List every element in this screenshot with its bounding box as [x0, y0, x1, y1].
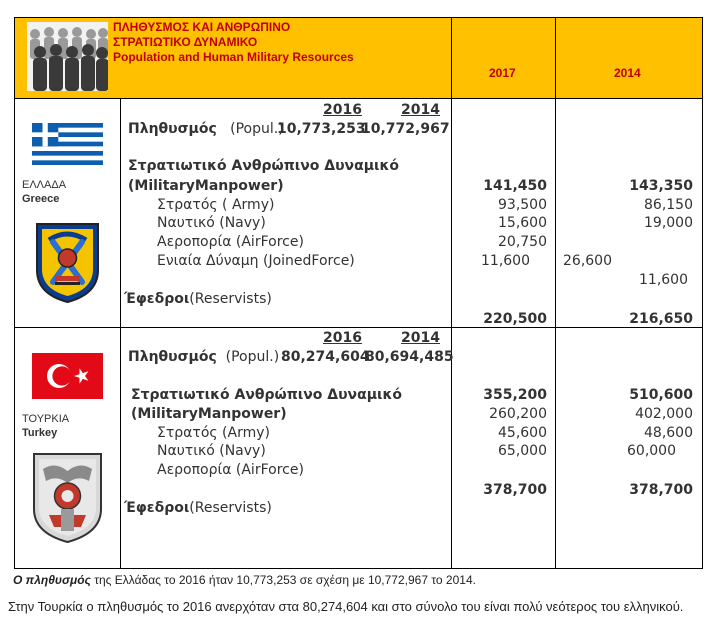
greece-mil-label2: (MilitaryManpower) — [128, 178, 284, 194]
footer-line2: Στην Τουρκία ο πληθυσμός το 2016 ανερχόταν στα 80,274,604 και στο σύνολο του είναι πολύ νεότερος του ελληνικού. — [8, 599, 684, 614]
header-title-line1: ΠΛΗΘΥΣΜΟΣ ΚΑΙ ΑΝΘΡΩΠΙΝΟ — [113, 20, 291, 34]
turkey-af-label: Αεροπορία (AirForce) — [157, 462, 304, 478]
footer-line1-bold: Ο πληθυσμός — [13, 573, 91, 587]
greece-jf-label: Ενιαία Δύναμη (JoinedForce) — [157, 253, 355, 269]
turkey-pop-2016: 80,274,604 — [281, 349, 370, 365]
greece-mil-label1: Στρατιωτικό Ανθρώπινο Δυναμικό — [128, 158, 400, 174]
table-border-left — [14, 17, 15, 569]
turkey-year-b: 2014 — [401, 330, 440, 346]
turkey-army-2014: 48,600 — [644, 425, 693, 441]
table-border-bottom — [14, 568, 703, 569]
turkey-navy-2014: 60,000 — [627, 443, 676, 459]
turkey-navy-label: Ναυτικό (Navy) — [157, 443, 266, 459]
greece-army-2017: 93,500 — [498, 197, 547, 213]
greece-navy-2014: 19,000 — [644, 215, 693, 231]
greece-reservists-en: (Reservists) — [189, 291, 272, 307]
turkey-res-2017: 378,700 — [483, 482, 547, 498]
turkey-navy-2017: 65,000 — [498, 443, 547, 459]
turkey-res-2014: 378,700 — [629, 482, 693, 498]
greece-res-2017: 220,500 — [483, 311, 547, 327]
greece-mil-2017: 141,450 — [483, 178, 547, 194]
turkish-army-emblem — [31, 451, 104, 544]
col-divider-2014 — [555, 17, 556, 569]
turkish-flag — [32, 353, 103, 399]
greece-reservists-label — [124, 291, 272, 307]
header-title-line3: Population and Human Military Resources — [113, 50, 354, 64]
turkey-mil2-2017: 260,200 — [489, 406, 547, 422]
greek-flag — [32, 123, 103, 165]
turkey-year-a: 2016 — [323, 330, 362, 346]
turkey-reservists-gr: Έφεδροι — [124, 500, 190, 516]
greece-name-gr: ΕΛΛΑΔΑ — [22, 179, 67, 191]
greece-pop-label-en: (Popul.) — [230, 121, 284, 137]
country-divider — [14, 327, 703, 328]
header-divider — [14, 98, 703, 99]
greek-army-emblem — [33, 218, 102, 304]
table-border-right — [702, 17, 703, 569]
turkey-mil-2014: 510,600 — [629, 387, 693, 403]
greece-year-b: 2014 — [401, 102, 440, 118]
table-border-top — [14, 17, 703, 18]
turkey-pop-2014: 80,694,485 — [365, 349, 454, 365]
greece-army-2014: 86,150 — [644, 197, 693, 213]
turkey-army-2017: 45,600 — [498, 425, 547, 441]
greece-name-en: Greece — [22, 193, 60, 205]
col-divider-flag — [120, 98, 121, 569]
turkey-pop-label-gr: Πληθυσμός — [128, 349, 217, 365]
greece-reservists-gr: Έφεδροι — [124, 291, 190, 307]
turkey-army-label: Στρατός (Army) — [157, 425, 270, 441]
header-title-line2: ΣΤΡΑΤΙΩΤΙΚΟ ΔΥΝΑΜΙΚΟ — [113, 35, 258, 49]
greece-res-2014: 216,650 — [629, 311, 693, 327]
greece-mil-2014: 143,350 — [629, 178, 693, 194]
turkey-pop-label — [128, 349, 279, 365]
greece-extra-2014: 11,600 — [639, 272, 688, 288]
turkey-reservists-en: (Reservists) — [189, 500, 272, 516]
greece-navy-2017: 15,600 — [498, 215, 547, 231]
greece-army-label: Στρατός ( Army) — [157, 197, 275, 213]
greece-pop-label-gr: Πληθυσμός — [128, 121, 217, 137]
footer-line1 — [13, 573, 476, 587]
crowd-image — [27, 22, 108, 91]
turkey-mil-2017: 355,200 — [483, 387, 547, 403]
greece-pop-2014: 10,772,967 — [361, 121, 450, 137]
greece-year-a: 2016 — [323, 102, 362, 118]
greece-jf-2017: 11,600 — [481, 253, 530, 269]
greece-navy-label: Ναυτικό (Navy) — [157, 215, 266, 231]
header-col-2017: 2017 — [489, 66, 516, 80]
turkey-mil2-2014: 402,000 — [635, 406, 693, 422]
turkey-mil-label2: (MilitaryManpower) — [131, 406, 287, 422]
greece-af-2017: 20,750 — [498, 234, 547, 250]
greece-af-label: Αεροπορία (AirForce) — [157, 234, 304, 250]
turkey-pop-label-en: (Popul.) — [225, 349, 280, 365]
turkey-mil-label1: Στρατιωτικό Ανθρώπινο Δυναμικό — [131, 387, 403, 403]
greece-jf-2014: 26,600 — [563, 253, 612, 269]
col-divider-2017 — [451, 17, 452, 569]
footer-line1-rest: της Ελλάδας το 2016 ήταν 10,773,253 σε σχέση με 10,772,967 το 2014. — [90, 573, 476, 587]
header-col-2014: 2014 — [614, 66, 641, 80]
turkey-reservists-label — [124, 500, 272, 516]
turkey-name-gr: ΤΟΥΡΚΙΑ — [22, 413, 70, 425]
turkey-name-en: Turkey — [22, 427, 58, 439]
greece-pop-2016: 10,773,253 — [277, 121, 366, 137]
greece-pop-label — [128, 121, 284, 137]
